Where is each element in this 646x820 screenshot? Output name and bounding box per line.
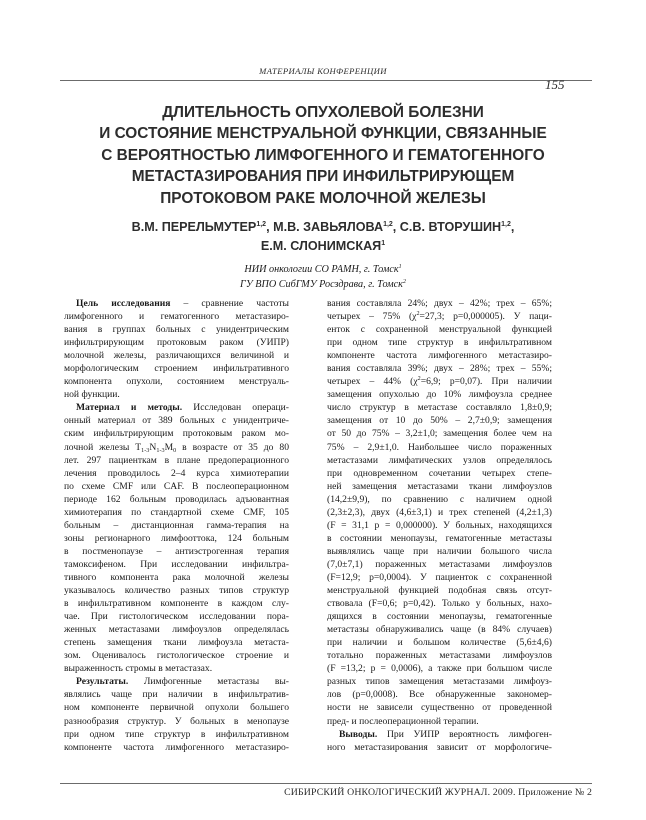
text-line: указывалось количество разных типов структур	[64, 585, 289, 597]
body-column-left	[64, 297, 289, 754]
authors	[40, 218, 606, 256]
text-line: в инфильтративном компоненте в каждом слу-	[64, 598, 289, 610]
text-line: менструальной функцией подобная связь отсут-	[327, 585, 552, 597]
text-line: лимфогенного и гематогенного метастазиро-	[64, 311, 289, 323]
subscript: 0	[173, 446, 177, 454]
line-text: четырех – 75% (χ	[327, 311, 417, 323]
text-line: тивного компонента рака молочной железы	[64, 571, 289, 583]
text-line: морфологическим строением инфильтративного	[64, 363, 289, 375]
author-name: В.М. ПЕРЕЛЬМУТЕР	[131, 220, 257, 234]
text-line: больным – дистанционная гамма-терапия на	[64, 519, 289, 531]
affiliation-text: ГУ ВПО СибГМУ Росздрава, г. Томск	[240, 279, 403, 290]
text-line: енток с сохраненной менструальной функцией	[327, 324, 552, 336]
text-line: компоненте частота лимфогенного метастазиро-	[327, 350, 552, 362]
superscript: 2	[416, 310, 420, 318]
text-line: разных типов замещения метастазами лимфоуз-	[327, 676, 552, 688]
text-line: ствовала (F=0,6; р=0,42). Только у больных, нахо-	[327, 598, 552, 610]
text-line: дящихся в состоянии менопаузы, гематогенные	[327, 611, 552, 623]
text-line: вания составляла 24%; двух – 42%; трех – 65%;	[327, 298, 552, 309]
text-line: молочной железы, различающихся величиной и	[64, 350, 289, 362]
subscript: 1-3	[141, 446, 150, 454]
title-line: ДЛИТЕЛЬНОСТЬ ОПУХОЛЕВОЙ БОЛЕЗНИ	[162, 104, 484, 121]
header-rule	[60, 80, 592, 81]
text-line: (2,3±2,3), двух (4,6±3,1) и трех степеней (4,2±1,3)	[327, 506, 552, 518]
text-line: онный материал от 389 больных с унидентриче-	[64, 415, 289, 427]
text-line: при наличии и большом количестве (5,6±4,6)	[327, 637, 552, 649]
text-line: лечения проводилось 2–4 курса химиотерапии	[64, 467, 289, 479]
text-line: по схеме CMF или CAF. В послеоперационном	[64, 480, 289, 492]
affiliation-1	[100, 262, 546, 277]
text-line: пред- и послеоперационной терапии.	[327, 715, 479, 727]
text-line: лов (р=0,0008). Все обнаруженные закономер-	[327, 689, 552, 701]
text-line	[64, 401, 289, 414]
text-line: число структур в метастазе составляло 1,8±0,9;	[327, 402, 552, 414]
line-text: четырех – 44% (χ	[327, 376, 418, 388]
text-line: лет. 297 пациенткам в плане предоперационного	[64, 454, 289, 466]
superscript: 2	[417, 375, 421, 383]
title-line: И СОСТОЯНИЕ МЕНСТРУАЛЬНОЙ ФУНКЦИИ, СВЯЗАННЫЕ	[99, 125, 547, 143]
text-line: компоненте частота лимфогенного метастазиро-	[64, 741, 289, 753]
authors-line-1: В.М. ПЕРЕЛЬМУТЕР$^{1,2}$, М.В. ЗАВЬЯЛОВА$^{1,2}$, С.В. ВТОРУШИН$^{1,2}$,	[131, 220, 515, 234]
text-line: выявлялись чаще при наличии большого числа	[327, 545, 552, 557]
author-name: Е.М. СЛОНИМСКАЯ	[260, 239, 382, 253]
text-line: выраженность стромы в метастазах.	[64, 663, 213, 675]
title-line: С ВЕРОЯТНОСТЬЮ ЛИМФОГЕННОГО И ГЕМАТОГЕННОГО	[101, 146, 545, 164]
affiliation-2	[100, 277, 546, 292]
text-line	[64, 675, 289, 688]
text-line: химиотерапия по стандартной схеме CMF, 105	[64, 506, 289, 518]
text-line: (7,0±7,1) пораженных метастазами лимфоузлов	[327, 558, 552, 570]
conclusions-label: Выводы.	[339, 728, 378, 740]
text-line: метастазами лимфатических узлов определялось	[327, 454, 552, 466]
text-line	[64, 441, 289, 454]
text-line	[327, 728, 552, 741]
text-line: (14,2±9,9), по сравнению с наличием одной	[327, 493, 552, 505]
text-line: компонента опухоли, состоянием менструаль-	[64, 376, 289, 388]
text-line: тотально пораженных метастазами лимфоузлов	[327, 650, 552, 662]
line-text: =27,3; р=0,000005). У паци-	[419, 311, 552, 323]
text-line: при одновременном сочетании четырех степе-	[327, 467, 552, 479]
text-line: тамоксифеном. При исследовании инфильтра-	[64, 558, 289, 570]
text-line: ности не зависели существенно от проведенной	[327, 702, 552, 714]
text-line: (F = 31,1 р = 0,000000). У больных, находящихся	[327, 519, 552, 531]
text-line: вания составляла 39%; двух – 28%; трех – 55%;	[327, 363, 552, 375]
author-affiliation-mark: 1	[381, 240, 386, 247]
text-line: ного метастазирования зависит от морфологиче-	[327, 741, 552, 753]
text-line: являлись чаще при наличии в инфильтратив-	[64, 689, 289, 701]
title-line: МЕТАСТАЗИРОВАНИЯ ПРИ ИНФИЛЬТРИРУЮЩЕМ	[131, 168, 515, 186]
text-line: в постменопаузе – антиэстрогенная терапия	[64, 545, 289, 557]
text-line: периоде 162 больным проводилась адъювантная	[64, 493, 289, 505]
methods-label: Материал и методы.	[76, 402, 183, 414]
line-text: Исследован операци-	[193, 402, 289, 414]
line-text: лочной железы T	[64, 441, 142, 453]
authors-line-2	[40, 237, 606, 256]
title-line: ПРОТОКОВОМ РАКЕ МОЛОЧНОЙ ЖЕЛЕЗЫ	[160, 189, 486, 207]
text-line: ном компоненте первичной опухоли большего	[64, 702, 289, 714]
text-line: замещения от 10 до 50% – 2,7±0,9; замещения	[327, 415, 552, 427]
author-affiliation-mark: 1,2	[501, 221, 511, 228]
text-line: инфильтрирующим протоковым раком (УИПР)	[64, 337, 289, 349]
line-text: в возрасте от 35 до 80	[176, 441, 289, 453]
line-text: M	[164, 441, 174, 453]
author-affiliation-mark: 1,2	[256, 221, 267, 228]
text-line	[64, 297, 289, 310]
text-line: степень замещения ткани лимфоузла метаста-	[64, 637, 289, 649]
footer-rule	[60, 783, 592, 784]
running-head: МАТЕРИАЛЫ КОНФЕРЕНЦИИ	[259, 66, 387, 76]
text-line: (F=12,9; р=0,0004). У пациенток с сохраненной	[327, 571, 552, 583]
text-line: от 50 до 75% – 3,2±1,0; замещения более чем на	[327, 428, 552, 440]
aim-label: Цель исследования	[76, 298, 171, 309]
affiliation-mark: 2	[402, 279, 406, 285]
text-line: вания в группах больных с унидентрическим	[64, 324, 289, 336]
line-text: При УИПР вероятность лимфоген-	[386, 728, 552, 740]
affiliation-text: НИИ онкологии СО РАМН, г. Томск	[244, 264, 399, 275]
text-line	[327, 310, 552, 323]
text-line: метастазы обнаруживались чаще (в 84% случаев)	[327, 624, 552, 636]
article-title	[40, 102, 606, 209]
text-line: разнообразия структур. У больных в менопаузе	[64, 715, 289, 727]
text-line: в состоянии менопаузы, гематогенные метастазы	[327, 532, 552, 544]
text-line: зом. Оценивалось гистологическое строение и	[64, 650, 289, 662]
results-label: Результаты.	[76, 676, 129, 688]
page-number: 155	[545, 77, 565, 92]
text-line: (F =13,2; р = 0,0006), а также при большом числе	[327, 663, 552, 675]
text-line: при одном типе структур в инфильтративном	[64, 728, 289, 740]
text-line: ней замещения метастазами ткани лимфоузлов	[327, 480, 552, 492]
line-text: N	[149, 441, 157, 453]
line-text: =6,9; р=0,07). При наличии	[420, 376, 552, 388]
affiliation-mark: 1	[398, 264, 402, 270]
text-line: зоны регионарного лимфооттока, 124 больным	[64, 532, 289, 544]
author-name: С.В. ВТОРУШИН	[399, 220, 502, 234]
author-name: М.В. ЗАВЬЯЛОВА	[273, 220, 384, 234]
text-line: ной функции.	[64, 389, 120, 401]
author-affiliation-mark: 1,2	[383, 221, 393, 228]
text-line: чае. При гистологическом исследовании пора-	[64, 611, 289, 623]
body-column-right	[327, 297, 552, 754]
line-text: Лимфогенные метастазы вы-	[143, 676, 289, 688]
line-text: – сравнение частоты	[183, 298, 289, 309]
subscript: 1-3	[156, 446, 165, 454]
text-line: при одном типе структур в инфильтративном	[327, 337, 552, 349]
text-line: 75% – 2,9±1,0. Наибольшее число пораженных	[327, 441, 552, 453]
journal-footer: СИБИРСКИЙ ОНКОЛОГИЧЕСКИЙ ЖУРНАЛ. 2009. Приложение № 2	[284, 787, 592, 798]
text-line: ским инфильтрирующим протоковым раком мо-	[64, 428, 289, 440]
text-line: замещения опухолью до 10% лимфоузла среднее	[327, 389, 552, 401]
text-line: женных метастазами лимфоузлов определялась	[64, 624, 289, 636]
affiliations	[100, 262, 546, 292]
text-line	[327, 375, 552, 388]
